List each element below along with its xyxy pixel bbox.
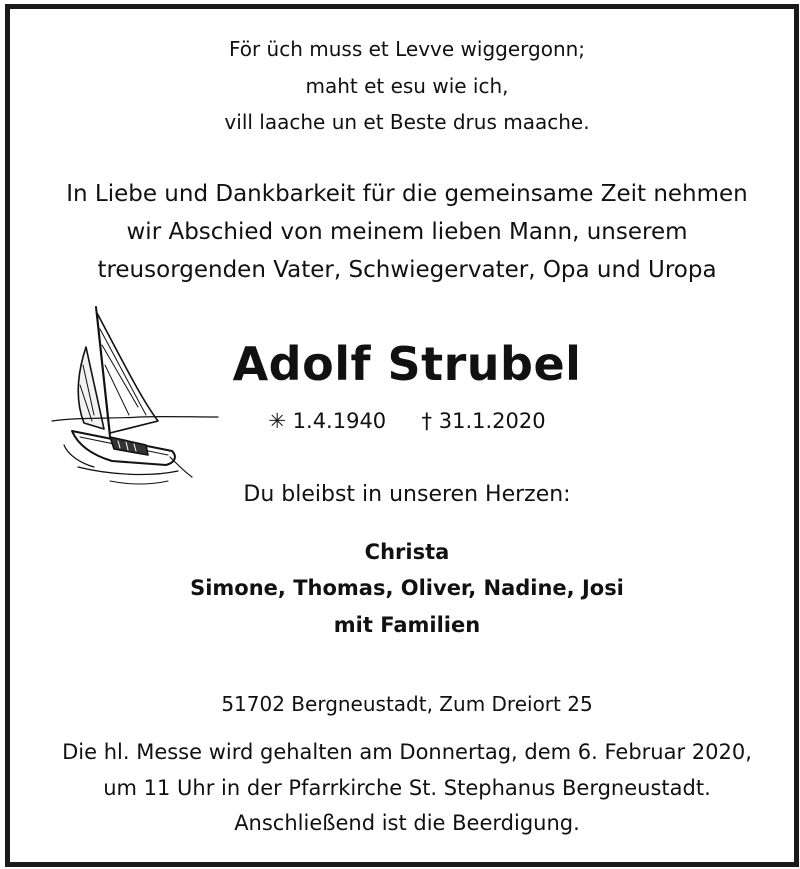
family-line-3: mit Familien xyxy=(333,613,481,637)
poem-line-1: För üch muss et Levve wiggergonn; xyxy=(228,37,586,61)
intro-line-1: In Liebe und Dankbarkeit für die gemeinsame Zeit nehmen xyxy=(66,181,748,207)
intro-line-3: treusorgenden Vater, Schwiegervater, Opa und Uropa xyxy=(97,257,717,283)
poem-line-2: maht et esu wie ich, xyxy=(305,74,509,98)
farewell-text: Du bleibst in unseren Herzen: xyxy=(243,482,571,507)
birth-date: 1.4.1940 xyxy=(292,409,387,433)
deceased-name: Adolf Strubel xyxy=(232,337,582,391)
birth-symbol-icon: ✳ xyxy=(268,409,286,433)
death-date: 31.1.2020 xyxy=(438,409,546,433)
poem-line-3: vill laache un et Beste drus maache. xyxy=(224,110,590,134)
death-symbol-icon: † xyxy=(421,409,433,433)
life-dates xyxy=(10,409,800,433)
service-line-3: Anschließend ist die Beerdigung. xyxy=(234,811,580,835)
service-line-2: um 11 Uhr in der Pfarrkirche St. Stephanus Bergneustadt. xyxy=(103,776,711,800)
intro-line-2: wir Abschied von meinem lieben Mann, unserem xyxy=(126,219,688,245)
family-line-1: Christa xyxy=(364,540,450,564)
obituary-frame xyxy=(5,4,799,867)
service-line-1: Die hl. Messe wird gehalten am Donnertag, dem 6. Februar 2020, xyxy=(62,740,752,764)
family-line-2: Simone, Thomas, Oliver, Nadine, Josi xyxy=(190,576,624,600)
sailboat-icon xyxy=(50,305,220,495)
address: 51702 Bergneustadt, Zum Dreiort 25 xyxy=(221,692,593,716)
